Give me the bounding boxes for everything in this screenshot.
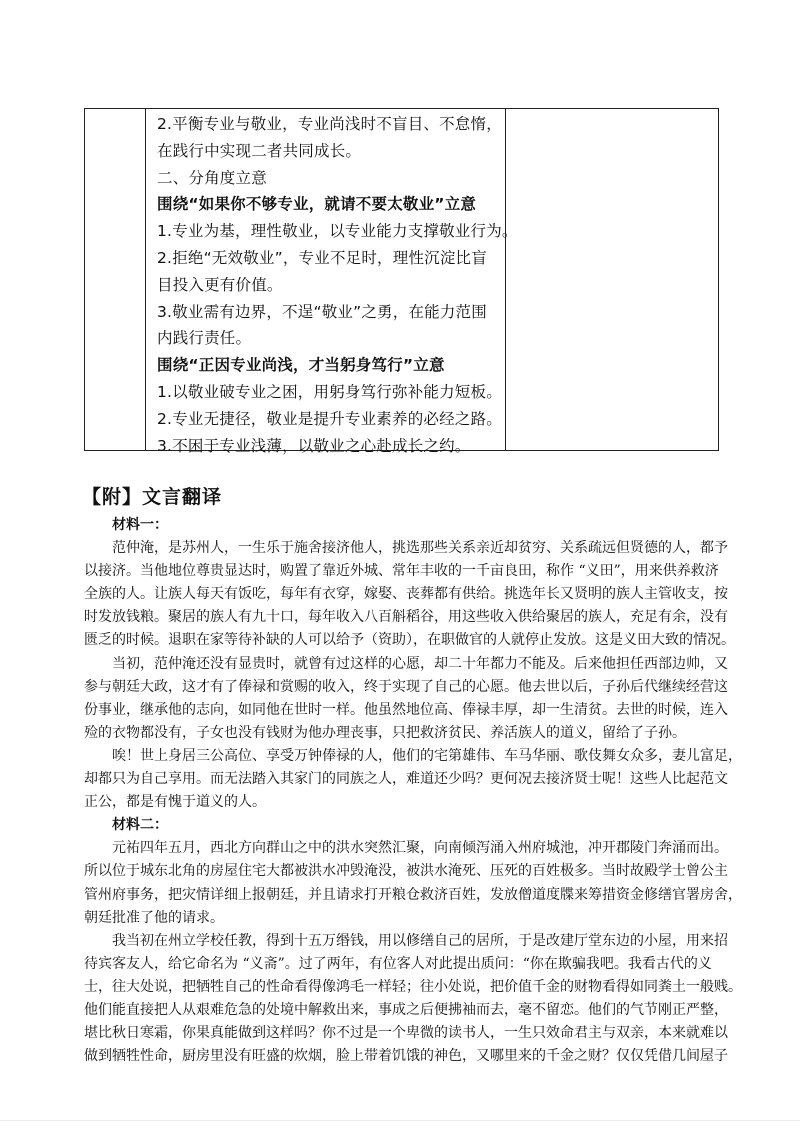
paragraph-line: 以接济。当他地位尊贵显达时，购置了靠近外城、常年丰收的一千亩良田，称作 “义田”，用来供养救济	[84, 563, 719, 580]
paragraph-line: 殓的衣物都没有，子女也没有钱财为他办理丧事，只把救济贫民、养活族人的道义，留给了子孙。	[84, 724, 686, 741]
text-line: 2.平衡专业与敬业，专业尚浅时不盲目、不怠惰，	[157, 115, 502, 133]
translation-body	[84, 514, 742, 1068]
paragraph-line: 堪比秋日寒霜，你果真能做到这样吗？你不过是一个卑微的读书人，一生只效命君主与双亲，本来就难以	[84, 1025, 728, 1042]
paragraph-line: 匮乏的时候。退职在家等待补缺的人可以给予（资助），在职做官的人就停止发放。这是义田大致的情况。	[84, 632, 735, 649]
text-line: 1.专业为基，理性敬业，以专业能力支撑敬业行为。	[157, 222, 518, 241]
paragraph-line: 当初，范仲淹还没有显贵时，就曾有过这样的心愿，却二十年都力不能及。后来他担任西部边帅，又	[112, 655, 728, 672]
text-line: 内践行责任。	[157, 329, 252, 348]
subheading-line: 围绕“正因专业尚浅，才当躬身笃行”立意	[157, 356, 445, 375]
paragraph-line: 却都只为自己享用。而无法踏入其家门的同族之人，难道还少吗？更何况去接济贤士呢！这些人比起范文	[84, 771, 728, 788]
material-heading: 材料二：	[112, 817, 168, 834]
text-line: 目投入更有价值。	[157, 275, 283, 294]
paragraph-line: 元祐四年五月，西北方向群山之中的洪水突然汇聚，向南倾泻涌入州府城池，冲开郡陵门奔涌而出。	[112, 840, 728, 857]
paragraph-line: 做到牺牲性命，厨房里没有旺盛的炊烟，脸上带着饥饿的神色，又哪里来的千金之财？仅仅凭借几间屋子	[84, 1048, 728, 1065]
text-line: 2.专业无捷径，敬业是提升专业素养的必经之路。	[157, 409, 502, 428]
material-heading: 材料一：	[112, 517, 168, 533]
paragraph-line: 参与朝廷大政，这才有了俸禄和赏赐的收入，终于实现了自己的心愿。他去世以后，子孙后代继续经营这	[84, 678, 728, 695]
table-column-divider	[505, 109, 506, 450]
appendix-title: 【附】文言翻译	[82, 486, 223, 508]
paragraph-line: 全族的人。让族人每天有饭吃，每年有衣穿，嫁娶、丧葬都有供给。挑选年长又贤明的族人主管收支，按	[84, 586, 728, 603]
table-cell-content	[157, 111, 518, 459]
paragraph-line: 范仲淹，是苏州人，一生乐于施舍接济他人，挑选那些关系亲近却贫穷、关系疏远但贤德的人，都予	[112, 540, 728, 557]
paragraph-line: 我当初在州立学校任教，得到十五万缗钱，用以修缮自己的居所，于是改建厅堂东边的小屋，用来招	[112, 932, 728, 949]
paragraph-line: 朝廷批准了他的请求。	[84, 909, 224, 926]
paragraph-line: 正公，都是有愧于道义的人。	[84, 794, 266, 811]
paragraph-line: 时发放钱粮。聚居的族人有九十口，每年收入八百斛稻谷，用这些收入供给聚居的族人，充足有余，没有	[84, 609, 728, 626]
text-line: 3.敬业需有边界，不逞“敬业”之勇，在能力范围	[157, 302, 487, 321]
paragraph-line: 唉！世上身居三公高位、享受万钟俸禄的人，他们的宅第雄伟、车马华丽、歌伎舞女众多，妻儿富足，	[112, 747, 742, 764]
page-bottom-rule	[0, 1120, 800, 1121]
paragraph-line: 他们能直接把人从艰难危急的处境中解救出来，事成之后便拂袖而去，毫不留恋。他们的气节刚正严整，	[84, 1001, 728, 1018]
text-line: 3.不困于专业浅薄，以敬业之心赴成长之约。	[157, 436, 471, 455]
subheading-line: 围绕“如果你不够专业，就请不要太敬业”立意	[157, 195, 477, 214]
text-line: 2.拒绝“无效敬业”，专业不足时，理性沉淀比盲	[157, 248, 487, 267]
paragraph-line: 所以位于城东北角的房屋住宅大都被洪水冲毁淹没，被洪水淹死、压死的百姓极多。当时故殿学士曾公主	[84, 863, 728, 880]
answer-table	[84, 108, 719, 455]
paragraph-line: 士，往大处说，把牺牲自己的性命看得像鸿毛一样轻；往小处说，把价值千金的财物看得如同粪土一般贱。	[84, 978, 742, 995]
table-column-divider	[145, 109, 146, 450]
paragraph-line: 管州府事务，把灾情详细上报朝廷，并且请求打开粮仓救济百姓，发放僧道度牒来筹措资金修缮官署房舍，	[84, 886, 742, 903]
text-line: 二、分角度立意	[157, 168, 267, 187]
text-line: 在践行中实现二者共同成长。	[157, 141, 362, 160]
text-line: 1.以敬业破专业之困，用躬身笃行弥补能力短板。	[157, 382, 502, 401]
paragraph-line: 份事业，继承他的志向，如同他在世时一样。他虽然地位高、俸禄丰厚，却一生清贫。去世的时候，连入	[84, 701, 728, 718]
paragraph-line: 待宾客友人，给它命名为 “义斋”。过了两年，有位客人对此提出质问：“你在欺骗我吧。我看古代的义	[84, 955, 712, 972]
